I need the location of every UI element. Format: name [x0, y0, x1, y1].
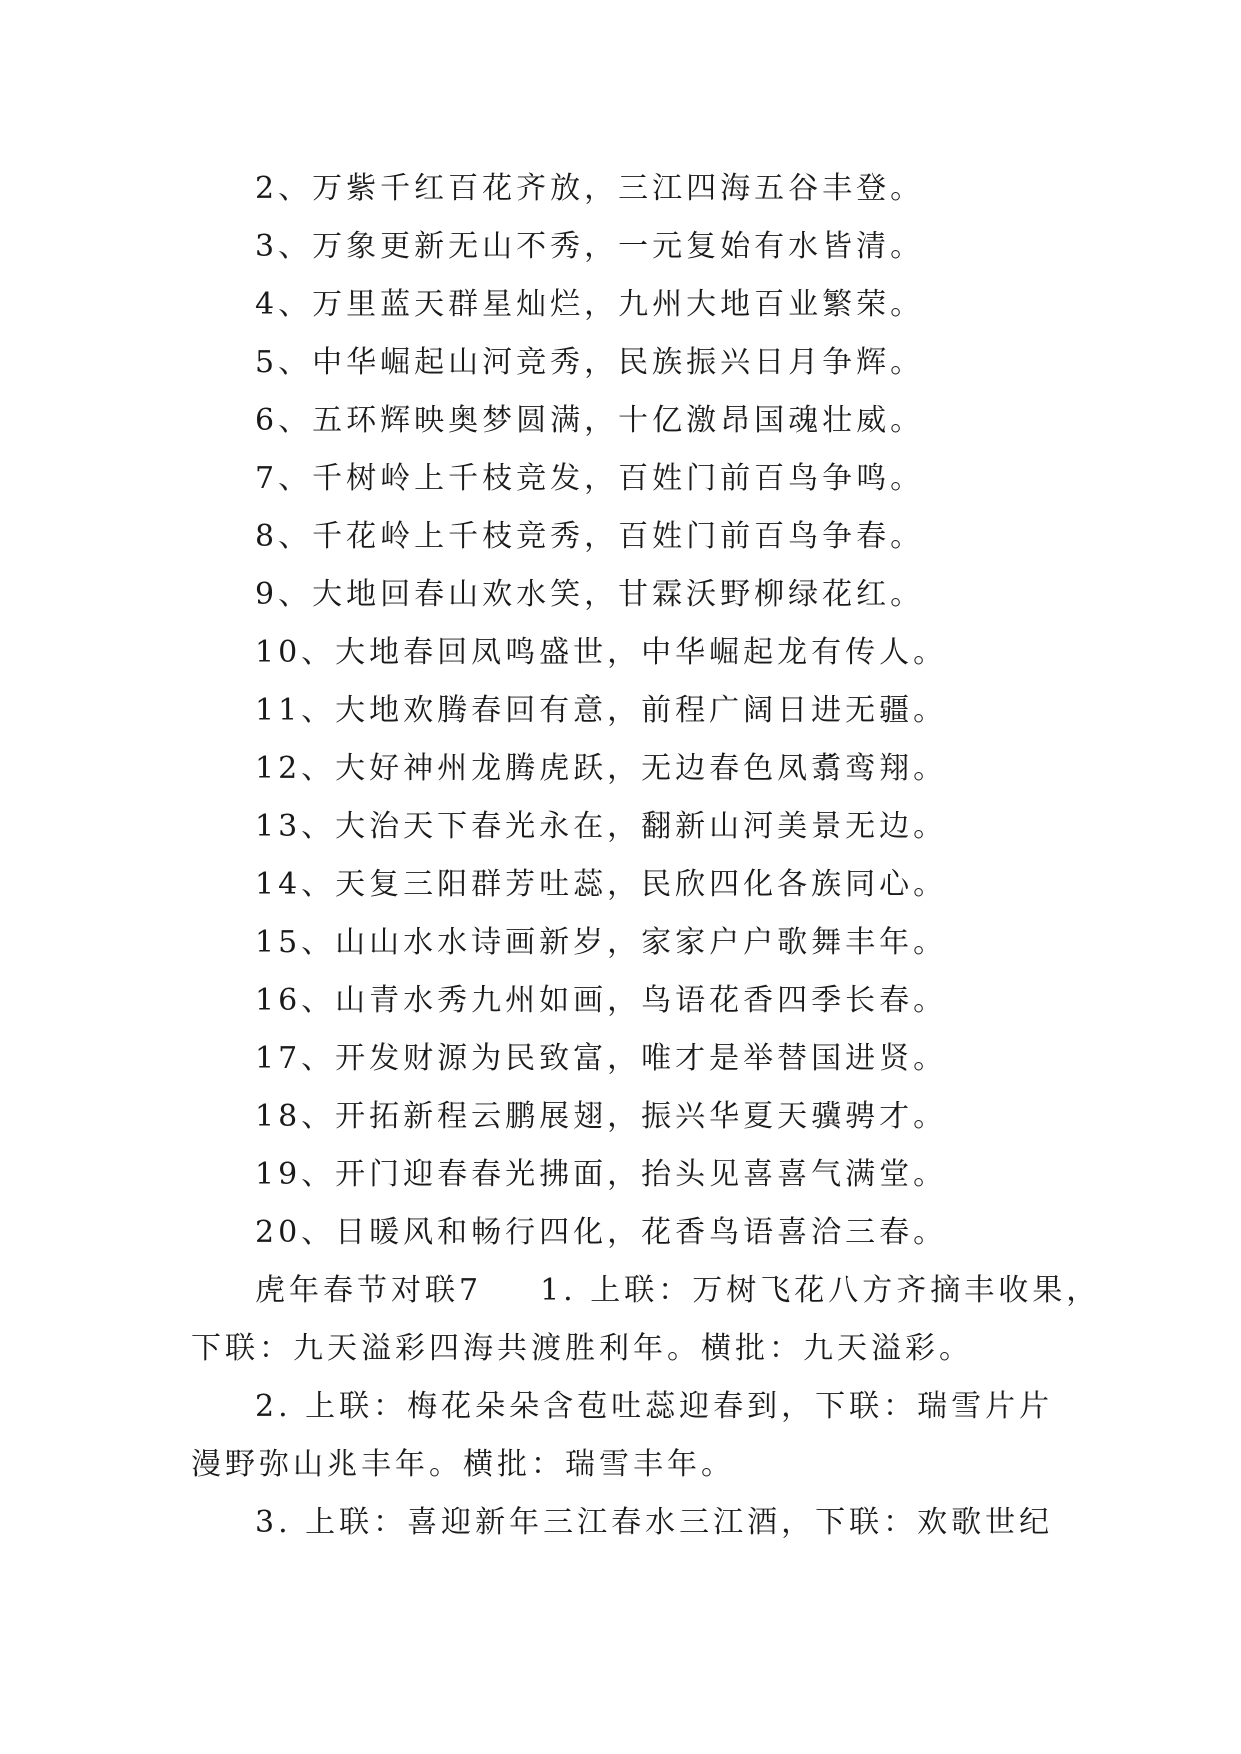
couplet-line: 14、天复三阳群芳吐蕊，民欣四化各族同心。 — [255, 867, 948, 902]
section-first-line — [191, 1262, 1101, 1320]
couplet-line: 15、山山水水诗画新岁，家家户户歌舞丰年。 — [255, 925, 948, 960]
couplet-line: 9、大地回春山欢水笑，甘霖沃野柳绿花红。 — [255, 577, 925, 612]
couplet-line: 20、日暖风和畅行四化，花香鸟语喜洽三春。 — [255, 1215, 948, 1250]
couplet-line: 5、中华崛起山河竞秀，民族振兴日月争辉。 — [255, 345, 925, 380]
section-item-3-start: 3. 上联：喜迎新年三江春水三江酒，下联：欢歌世纪 — [255, 1505, 1054, 1540]
couplet-line: 4、万里蓝天群星灿烂，九州大地百业繁荣。 — [255, 287, 925, 322]
section-title: 虎年春节对联7 — [255, 1273, 483, 1308]
couplet-line: 2、万紫千红百花齐放，三江四海五谷丰登。 — [255, 171, 925, 206]
couplet-line: 18、开拓新程云鹏展翅，振兴华夏天骥骋才。 — [255, 1099, 948, 1134]
section-item-2-start: 2. 上联：梅花朵朵含苞吐蕊迎春到，下联：瑞雪片片 — [255, 1389, 1054, 1424]
document-body — [191, 160, 1101, 1552]
couplet-line: 6、五环辉映奥梦圆满，十亿激昂国魂壮威。 — [255, 403, 925, 438]
couplet-line: 10、大地春回凤鸣盛世，中华崛起龙有传人。 — [255, 635, 948, 670]
couplet-line: 17、开发财源为民致富，唯才是举替国进贤。 — [255, 1041, 948, 1076]
couplet-line: 12、大好神州龙腾虎跃，无边春色凤翥鸾翔。 — [255, 751, 948, 786]
couplet-line: 19、开门迎春春光拂面，抬头见喜喜气满堂。 — [255, 1157, 948, 1192]
couplet-line: 11、大地欢腾春回有意，前程广阔日进无疆。 — [255, 693, 948, 728]
couplet-line: 8、千花岭上千枝竞秀，百姓门前百鸟争春。 — [255, 519, 925, 554]
couplet-line: 7、千树岭上千枝竞发，百姓门前百鸟争鸣。 — [255, 461, 925, 496]
couplet-line: 13、大治天下春光永在，翻新山河美景无边。 — [255, 809, 948, 844]
section-item-1-cont: 下联：九天溢彩四海共渡胜利年。横批：九天溢彩。 — [191, 1331, 973, 1366]
couplet-line: 3、万象更新无山不秀，一元复始有水皆清。 — [255, 229, 925, 264]
couplet-line: 16、山青水秀九州如画，鸟语花香四季长春。 — [255, 983, 948, 1018]
section-item-2-cont: 漫野弥山兆丰年。横批：瑞雪丰年。 — [191, 1447, 735, 1482]
section-item-1-start: 1. 上联：万树飞花八方齐摘丰收果， — [540, 1273, 1101, 1308]
